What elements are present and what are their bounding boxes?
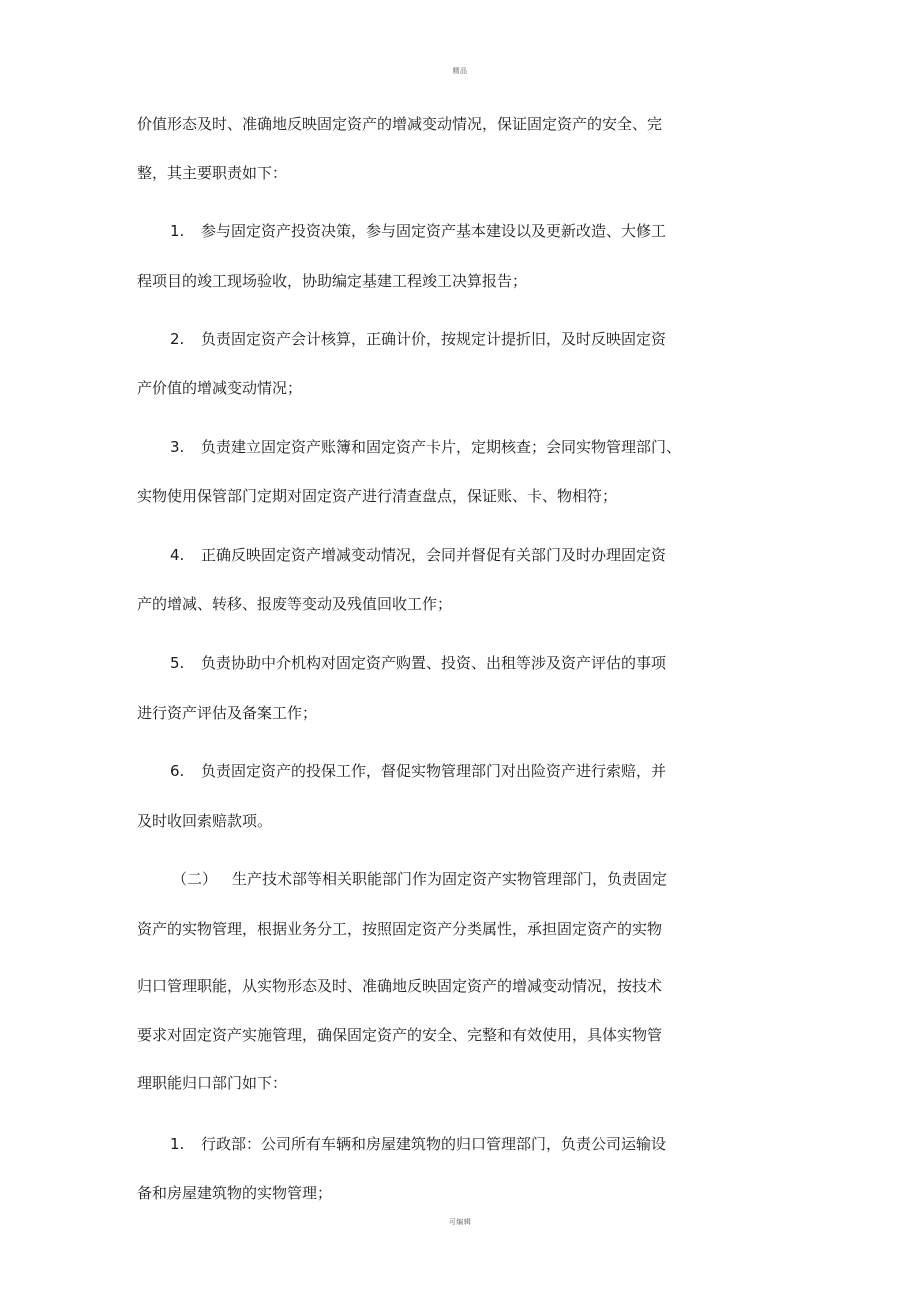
list-item-text: 及时收回索赔款项。 [137, 812, 273, 830]
list-item-text: 实物使用保管部门定期对固定资产进行清查盘点，保证账、卡、物相符； [137, 487, 618, 505]
list-item-text: 备和房屋建筑物的实物管理； [137, 1184, 333, 1202]
list-item-number: 2. [170, 330, 185, 348]
paragraph-text: 资产的实物管理，根据业务分工，按照固定资产分类属性，承担固定资产的实物 [137, 920, 663, 938]
paragraph-text: 整，其主要职责如下： [137, 164, 288, 182]
list-item-text: 负责固定资产会计核算，正确计价，按规定计提折旧，及时反映固定资 [201, 330, 667, 348]
list-item-text: 负责协助中介机构对固定资产购置、投资、出租等涉及资产评估的事项 [201, 654, 667, 672]
list-item-number: 1. [170, 222, 185, 240]
list-item-number: 6. [170, 762, 185, 780]
list-item-number: 1. [170, 1135, 185, 1153]
header-mark: 精品 [452, 67, 468, 75]
list-item-text: 产的增减、转移、报废等变动及残值回收工作； [137, 595, 453, 613]
list-item-text: 正确反映固定资产增减变动情况，会同并督促有关部门及时办理固定资 [201, 546, 667, 564]
list-item-text: 进行资产评估及备案工作； [137, 704, 318, 722]
list-item-text: 程项目的竣工现场验收，协助编定基建工程竣工决算报告； [137, 272, 528, 290]
paragraph-text: 生产技术部等相关职能部门作为固定资产实物管理部门，负责固定 [232, 870, 668, 888]
list-item-number: 4. [170, 546, 185, 564]
footer-mark: 可编辑 [448, 1218, 472, 1226]
list-item-number: 5. [170, 654, 185, 672]
paragraph-text: 要求对固定资产实施管理，确保固定资产的安全、完整和有效使用，具体实物管 [137, 1026, 663, 1044]
list-item-text: 产价值的增减变动情况； [137, 379, 303, 397]
list-item-text: 负责固定资产的投保工作，督促实物管理部门对出险资产进行索赔，并 [201, 762, 667, 780]
list-item-number: 3. [170, 438, 185, 456]
paragraph-text: 理职能归口部门如下： [137, 1074, 288, 1092]
list-item-text: 参与固定资产投资决策，参与固定资产基本建设以及更新改造、大修工 [201, 222, 667, 240]
list-item-text: 负责建立固定资产账簿和固定资产卡片，定期核查；会同实物管理部门、 [201, 438, 682, 456]
section-marker: （二） [172, 870, 218, 888]
paragraph-text: 价值形态及时、准确地反映固定资产的增减变动情况，保证固定资产的安全、完 [137, 115, 663, 133]
paragraph-text: 归口管理职能，从实物形态及时、准确地反映固定资产的增减变动情况，按技术 [137, 977, 663, 995]
list-item-text: 行政部：公司所有车辆和房屋建筑物的归口管理部门，负责公司运输设 [201, 1135, 667, 1153]
